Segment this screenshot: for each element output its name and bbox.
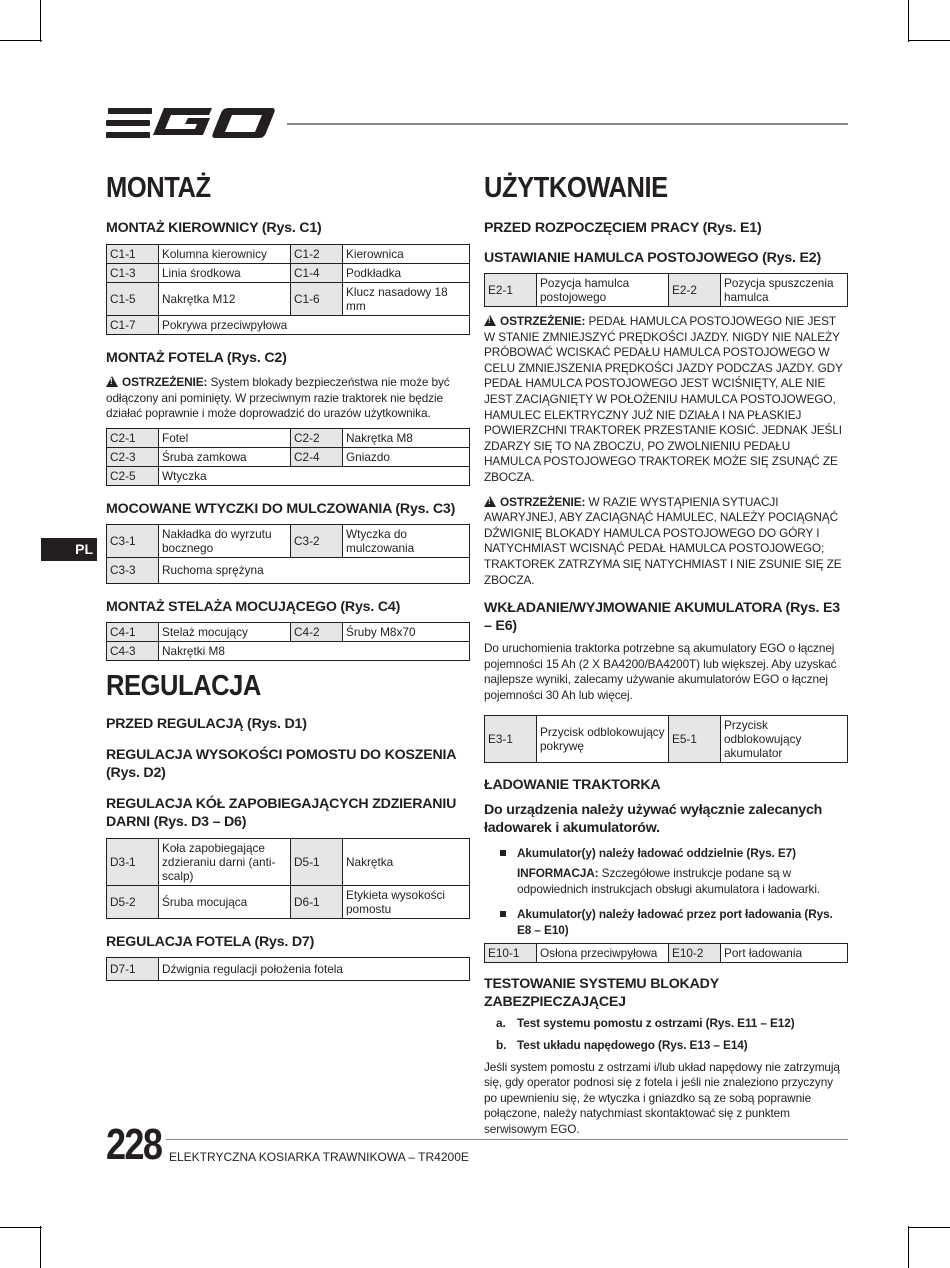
ref-desc: Koła zapobiegające zdzieraniu darni (anti-scalp)	[159, 838, 291, 885]
crop-mark	[908, 1226, 909, 1268]
ref-code: E2-1	[485, 274, 537, 307]
ref-desc: Linia środkowa	[159, 264, 291, 283]
table-c1	[106, 244, 470, 335]
ref-desc: Nakrętki M8	[159, 641, 470, 660]
list-item	[484, 907, 848, 938]
ref-code: D3-1	[107, 838, 159, 885]
warning-label: OSTRZEŻENIE:	[122, 375, 208, 389]
ref-code: C3-3	[107, 557, 159, 583]
table-e10	[484, 943, 848, 963]
warning-emergency	[484, 495, 848, 589]
heading-charging: ŁADOWANIE TRAKTORKA	[484, 777, 661, 794]
table-row	[107, 283, 470, 316]
footer-title: ELEKTRYCZNA KOSIARKA TRAWNIKOWA – TR4200E	[169, 1150, 469, 1164]
crop-mark	[908, 40, 950, 41]
table-row	[107, 838, 470, 885]
crop-mark	[0, 1227, 42, 1228]
list-item	[484, 1016, 848, 1032]
ref-desc: Nakrętka M12	[159, 283, 291, 316]
heading-c2: MONTAŻ FOTELA (Rys. C2)	[106, 350, 287, 366]
heading-d3: REGULACJA KÓŁ ZAPOBIEGAJĄCYCH ZDZIERANIU DARNI (Rys. D3 – D6)	[106, 795, 457, 830]
bullet-text: Akumulator(y) należy ładować przez port ładowania (Rys. E8 – E10)	[517, 907, 833, 937]
table-row	[107, 466, 470, 485]
ref-code: E5-1	[669, 716, 721, 763]
ref-code: D5-1	[291, 838, 343, 885]
crop-mark	[908, 1227, 950, 1228]
ref-code: C1-3	[107, 264, 159, 283]
ref-code: E10-2	[669, 944, 721, 963]
ref-desc: Stelaż mocujący	[159, 622, 291, 641]
list-text: Test systemu pomostu z ostrzami (Rys. E11 – E12)	[517, 1016, 795, 1031]
warning-icon	[484, 315, 496, 326]
ref-code: C1-1	[107, 245, 159, 264]
warning-label: OSTRZEŻENIE:	[500, 494, 586, 509]
ego-logo-mark	[106, 104, 276, 142]
ref-desc: Nakrętka M8	[343, 428, 470, 447]
ref-code: C4-3	[107, 641, 159, 660]
table-row	[485, 944, 848, 963]
ref-code: E10-1	[485, 944, 537, 963]
ref-desc: Śruba zamkowa	[159, 447, 291, 466]
ref-code: D6-1	[291, 885, 343, 918]
ref-desc: Wtyczka	[159, 466, 470, 485]
heading-e3: WKŁADANIE/WYJMOWANIE AKUMULATORA (Rys. E3 – E6)	[484, 600, 840, 635]
ref-code: C2-5	[107, 466, 159, 485]
heading-d7: REGULACJA FOTELA (Rys. D7)	[106, 933, 315, 950]
table-row	[485, 274, 848, 307]
ref-code: C4-2	[291, 622, 343, 641]
ref-desc: Pozycja hamulca postojowego	[537, 274, 669, 307]
crop-mark	[908, 0, 909, 42]
warning-icon	[484, 496, 496, 507]
ref-code: C2-1	[107, 428, 159, 447]
table-row	[107, 622, 470, 641]
ref-desc: Śruby M8x70	[343, 622, 470, 641]
ref-code: C2-2	[291, 428, 343, 447]
table-row	[107, 957, 470, 980]
ref-desc: Dźwignia regulacji położenia fotela	[159, 957, 470, 980]
crop-mark	[40, 1226, 41, 1268]
section-title-regulacja: REGULACJA	[106, 669, 261, 702]
right-column	[484, 165, 848, 1138]
ref-desc: Kolumna kierownicy	[159, 245, 291, 264]
ref-desc: Etykieta wysokości pomostu	[343, 885, 470, 918]
test-text: Jeśli system pomostu z ostrzami i/lub układ napędowy nie zatrzymują się, gdy operator podnosi się z fotela i jeśli nie znaleziono przyczyny po upewnieniu się, że wtyczka i gniazdko są ze sobą poprawnie połączone, należy natychmiast skontaktować się z punktem serwisowym EGO.	[484, 1059, 840, 1136]
info-note	[517, 866, 848, 897]
ref-desc: Port ładowania	[721, 944, 848, 963]
ref-code: C2-3	[107, 447, 159, 466]
table-c4	[106, 622, 470, 661]
heading-test: TESTOWANIE SYSTEMU BLOKADY ZABEZPIECZAJĄCEJ	[484, 976, 719, 1011]
list-item	[484, 1038, 848, 1054]
table-row	[107, 245, 470, 264]
section-title-uzytkowanie: UŻYTKOWANIE	[484, 172, 668, 204]
list-marker: b.	[496, 1038, 507, 1053]
list-item	[484, 846, 848, 897]
table-e2	[484, 273, 848, 307]
warning-c2	[106, 375, 470, 422]
ego-logo	[106, 104, 276, 147]
list-text: Test układu napędowego (Rys. E13 – E14)	[517, 1038, 748, 1053]
ref-code: D7-1	[107, 957, 159, 980]
heading-c3: MOCOWANE WTYCZKI DO MULCZOWANIA (Rys. C3)	[106, 500, 456, 517]
list-marker: a.	[496, 1016, 506, 1031]
language-tab: PL	[41, 538, 97, 561]
ref-desc: Przycisk odblokowujący pokrywę	[537, 716, 669, 763]
heading-d1: PRZED REGULACJĄ (Rys. D1)	[106, 715, 307, 732]
ref-desc: Podkładka	[343, 264, 470, 283]
table-c3	[106, 524, 470, 584]
table-row	[107, 641, 470, 660]
heading-d2: REGULACJA WYSOKOŚCI POMOSTU DO KOSZENIA (Rys. D2)	[106, 746, 456, 781]
ref-desc: Przycisk odblokowujący akumulator	[721, 716, 848, 763]
table-row	[107, 316, 470, 335]
ref-desc: Wtyczka do mulczowania	[343, 524, 470, 557]
header-rule	[287, 123, 848, 125]
warning-text: System blokady bezpieczeństwa nie może być odłączony ani pominięty. W przeciwnym razie traktorek nie będzie działać poprawnie i może doprowadzić do urazów użytkownika.	[106, 375, 450, 421]
warning-icon	[106, 376, 118, 387]
page-number: 228	[106, 1120, 162, 1169]
warning-text: PEDAŁ HAMULCA POSTOJOWEGO NIE JEST W STANIE ZMNIEJSZYĆ PRĘDKOŚCI JAZDY. NIGDY NIE NALEŻY PRÓBOWAĆ WCISKAĆ PEDAŁU HAMULCA POSTOJOWEGO W CELU ZMNIEJSZENIA PRĘDKOŚCI JAZDY PODCZAS JAZDY. GDY PEDAŁ HAMULCA POSTOJOWEGO JEST WCIŚNIĘTY, ALE NIE JEST ZACIĄGNIĘTY W POŁOŻENIU HAMULCA POSTOJOWEGO, HAMULEC ELEKTRYCZNY JUŻ NIE DZIAŁA I NA PŁASKIEJ POWIERZCHNI TRAKTOREK PRZESTANIE KOSIĆ. JEDNAK JEŚLI ZDARZY SIĘ TO NA ZBOCZU, PO ZWOLNIENIU PEDAŁU HAMULCA POSTOJOWEGO TRAKTOREK MOŻE SIĘ ZSUNĄĆ ZE ZBOCZA.	[484, 314, 843, 484]
ref-desc: Osłona przeciwpyłowa	[537, 944, 669, 963]
ref-desc: Gniazdo	[343, 447, 470, 466]
ref-desc: Nakrętka	[343, 838, 470, 885]
charging-intro: Do urządzenia należy używać wyłącznie zalecanych ładowarek i akumulatorów.	[484, 802, 823, 837]
ref-code: C1-5	[107, 283, 159, 316]
table-d	[106, 838, 470, 919]
ref-desc: Kierownica	[343, 245, 470, 264]
ref-desc: Klucz nasadowy 18 mm	[343, 283, 470, 316]
table-c2	[106, 428, 470, 486]
footer-rule	[166, 1139, 848, 1140]
ref-code: C2-4	[291, 447, 343, 466]
ref-code: C4-1	[107, 622, 159, 641]
table-d7	[106, 957, 470, 981]
ref-code: C3-1	[107, 524, 159, 557]
crop-mark	[0, 40, 42, 41]
table-row	[107, 264, 470, 283]
heading-e2: USTAWIANIE HAMULCA POSTOJOWEGO (Rys. E2)	[484, 250, 821, 266]
info-label: INFORMACJA:	[517, 866, 599, 881]
ref-code: E2-2	[669, 274, 721, 307]
warning-label: OSTRZEŻENIE:	[500, 314, 586, 328]
ref-desc: Ruchoma sprężyna	[159, 557, 470, 583]
table-row	[107, 557, 470, 583]
ref-code: E3-1	[485, 716, 537, 763]
warning-text: W RAZIE WYSTĄPIENIA SYTUACJI AWARYJNEJ, ABY ZACIĄGNĄĆ HAMULEC, NALEŻY POCIĄGNĄĆ DŹWIGNIĘ BLOKADY HAMULCA POSTOJOWEGO DO GÓRY I NATYCHMIAST WCISNĄĆ PEDAŁ HAMULCA POSTOJOWEGO; TRAKTOREK ZATRZYMA SIĘ NATYCHMIAST I NIE ZSUNIE SIĘ ZE ZBOCZA.	[484, 494, 842, 587]
table-row	[107, 447, 470, 466]
heading-c4: MONTAŻ STELAŻA MOCUJĄCEGO (Rys. C4)	[106, 598, 401, 615]
ref-desc: Nakładka do wyrzutu bocznego	[159, 524, 291, 557]
ref-desc: Pozycja spuszczenia hamulca	[721, 274, 848, 307]
table-row	[107, 428, 470, 447]
table-row	[107, 885, 470, 918]
crop-mark	[40, 0, 41, 42]
section-title-montaz: MONTAŻ	[106, 172, 211, 204]
table-row	[485, 716, 848, 763]
bullet-icon	[500, 850, 506, 856]
bullet-text: Akumulator(y) należy ładować oddzielnie (Rys. E7)	[517, 846, 796, 861]
ref-code: C1-7	[107, 316, 159, 335]
left-column	[106, 165, 470, 981]
bullet-icon	[500, 911, 506, 917]
ref-code: C1-4	[291, 264, 343, 283]
ref-code: C1-2	[291, 245, 343, 264]
ref-desc: Śruba mocująca	[159, 885, 291, 918]
ref-desc: Fotel	[159, 428, 291, 447]
heading-e1: PRZED ROZPOCZĘCIEM PRACY (Rys. E1)	[484, 220, 762, 236]
heading-c1: MONTAŻ KIEROWNICY (Rys. C1)	[106, 220, 322, 236]
ref-code: C3-2	[291, 524, 343, 557]
ref-desc: Pokrywa przeciwpyłowa	[159, 316, 470, 335]
ref-code: C1-6	[291, 283, 343, 316]
table-e3	[484, 715, 848, 763]
table-row	[107, 524, 470, 557]
ref-code: D5-2	[107, 885, 159, 918]
warning-parking-brake	[484, 314, 848, 486]
battery-text: Do uruchomienia traktorka potrzebne są akumulatory EGO o łącznej pojemności 15 Ah (2 X BA4200/BA4200T) lub większej. Aby uzyskać najlepsze wyniki, zalecamy używanie akumulatorów EGO o łącznej pojemności 30 Ah lub więcej.	[484, 641, 837, 702]
info-text: Szczegółowe instrukcje podane są w odpowiednich instrukcjach obsługi akumulatora i ładowarki.	[517, 866, 821, 896]
